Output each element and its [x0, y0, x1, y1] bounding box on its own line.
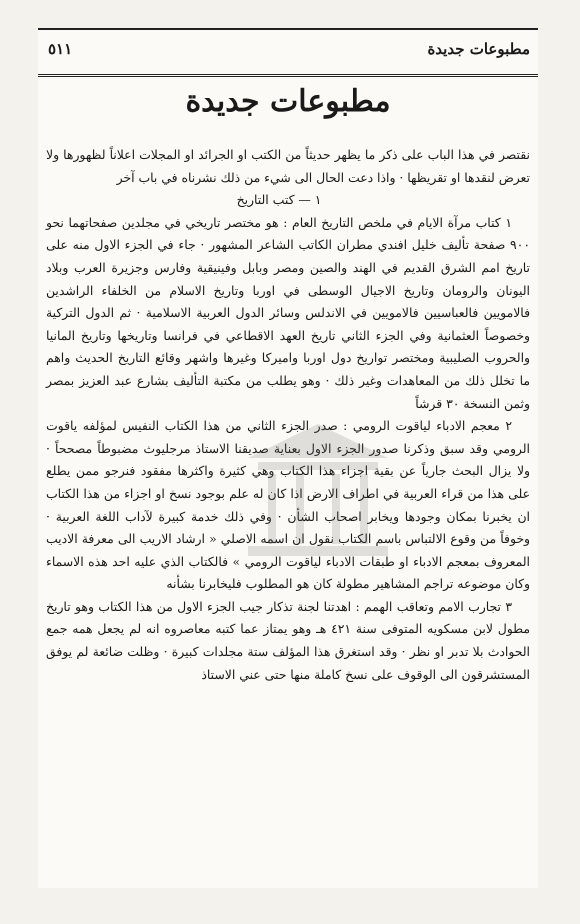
page-header	[38, 28, 538, 77]
entry-paragraph: ٢ معجم الادباء لياقوت الرومي : صدر الجزء الثاني من هذا الكتاب النفيس لمؤلفه ياقوت الرومي وقد سبق وذكرنا صدور الجزء الاول بعناية صديقنا الاستاذ مرجليوث مضبوطاً مصححاً · ولا يزال البحث جارياً عن بقية اجزاء هذا الكتاب وهي كثيرة واكثرها مفقود فنرجو ممن يطلع على هذا من قراء العربية في اطراف الارض اذا كان له علم بوجود نسخ او اجزاء من هذا الكتاب ان يخبرنا بمكان وجودها ويخابر اصحاب الشأن · وفي ذلك خدمة كبيرة لآداب اللغة العربية · وخوفاً من وقوع الالتباس باسم الكتاب نقول ان اسمه الاصلي « ارشاد الاريب الى معرفة الاديب المعروف بمعجم الادباء او طبقات الادباء لياقوت الرومي » فالكتاب الذي عليه احد هذه الاسماء وكان موضوعه تراجم المشاهير مطولة كان هو المطلوب فليخابرنا بشأنه	[46, 418, 530, 592]
section-title: مطبوعات جديدة	[185, 84, 391, 119]
intro-paragraph: نقتصر في هذا الباب على ذكر ما يظهر حديثاً من الكتب او الجرائد او المجلات اعلاناً لظهورها ولا تعرض لنقدها او تقريظها · واذا دعت الحال الى شيء من ذلك نشرناه في باب آخر	[46, 147, 530, 185]
section-heading: ١ — كتب التاريخ	[236, 192, 322, 208]
article-body	[46, 144, 530, 686]
page-number: ٥١١	[48, 40, 73, 58]
entry-paragraph: ١ كتاب مرآة الايام في ملخص التاريخ العام : هو مختصر تاريخي في مجلدين صفحاتهما نحو ٩٠٠ صفحة تأليف خليل افندي مطران الكاتب الشاعر المشهور · جاء في الجزء الاول منه على تاريخ امم الشرق القديم في الهند والصين ومصر وبابل وفينيقية وفارس وجزيرة العرب وبلاد اليونان والرومان وتاريخ الاجيال الوسطى في اوربا وتاريخ الاسلام من الخلفاء الراشدين فالامويين فالعباسيين فالامويين في الاندلس وسائر الدول العربية الاسلامية · ثم الدول التركية وخصوصاً العثمانية وفي الجزء الثاني تاريخ العهد الاقطاعي في فرانسا وتاريخها وتاريخ المانيا والحروب الصليبية ومختصر تواريخ دول اوربا واميركا وغيرها واشهر وقائع التاريخ الحديث واهم ما تخلل ذلك من المعاهدات وغير ذلك · وهو يطلب من مكتبة التأليف بشارع عبد العزيز بمصر وثمن النسخة ٣٠ قرشاً	[46, 214, 530, 411]
running-title: مطبوعات جديدة	[427, 40, 530, 58]
entry-paragraph: ٣ تجارب الامم وتعاقب الهمم : اهدتنا لجنة تذكار جيب الجزء الاول من هذا الكتاب وهو تاريخ مطول لابن مسكويه المتوفى سنة ٤٢١ هـ وهو يمتاز عما كتبه معاصروه انه لم يجعل همه جمع الحوادث بلا تدبر او نظر · وقد استغرق هذا المؤلف ستة مجلدات كبيرة · وظلت ضائعة لم يوفق المستشرقون الى الوقوف على نسخ كاملة منها حتى عني الاستاذ	[46, 598, 530, 682]
book-page	[38, 28, 538, 888]
